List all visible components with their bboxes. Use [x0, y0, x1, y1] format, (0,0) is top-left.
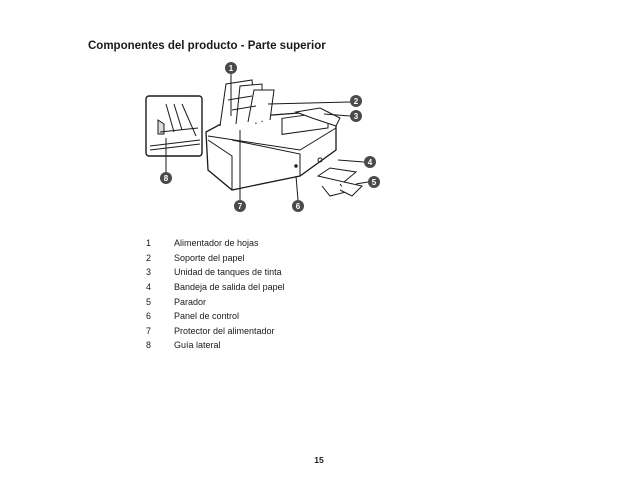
legend-item-number: 7 [146, 325, 152, 336]
output-tray [318, 168, 362, 196]
callout-4-label: 4 [367, 158, 373, 167]
product-diagram [140, 60, 380, 220]
callout-5-label: 5 [371, 178, 377, 187]
callout-2-label: 2 [353, 97, 359, 106]
legend-item-number: 8 [146, 340, 152, 351]
legend-item-number: 2 [146, 252, 152, 263]
legend-item-number: 6 [146, 311, 152, 322]
callout-1-label: 1 [228, 64, 234, 73]
side-guide-inset [146, 96, 202, 156]
legend-item-label: Protector del alimentador [174, 325, 275, 336]
callout-6-label: 6 [295, 202, 301, 211]
page-title: Componentes del producto - Parte superior [88, 40, 326, 52]
legend-item-label: Guía lateral [174, 340, 221, 351]
legend-item-number: 5 [146, 296, 152, 307]
legend-item-label: Soporte del papel [174, 252, 245, 263]
callout-7-label: 7 [237, 202, 243, 211]
legend-item-label: Alimentador de hojas [174, 238, 259, 249]
sheet-feeder [220, 80, 274, 126]
legend-item [146, 280, 285, 295]
legend-item-number: 1 [146, 238, 152, 249]
callout-3-label: 3 [353, 112, 359, 121]
legend-item-label: Parador [174, 296, 207, 307]
legend-item-number: 4 [146, 282, 152, 293]
legend-item [146, 236, 285, 251]
legend-item [146, 265, 285, 280]
legend-item [146, 324, 285, 339]
legend-item [146, 251, 285, 266]
legend-list [146, 236, 285, 353]
legend-item [146, 338, 285, 353]
callout-8-label: 8 [163, 174, 169, 183]
page-number: 15 [314, 455, 324, 465]
legend-item-label: Unidad de tanques de tinta [174, 267, 282, 278]
legend-item-number: 3 [146, 267, 152, 278]
legend-item [146, 309, 285, 324]
legend-item-label: Panel de control [174, 311, 240, 322]
legend-item-label: Bandeja de salida del papel [174, 282, 285, 293]
legend-item [146, 294, 285, 309]
